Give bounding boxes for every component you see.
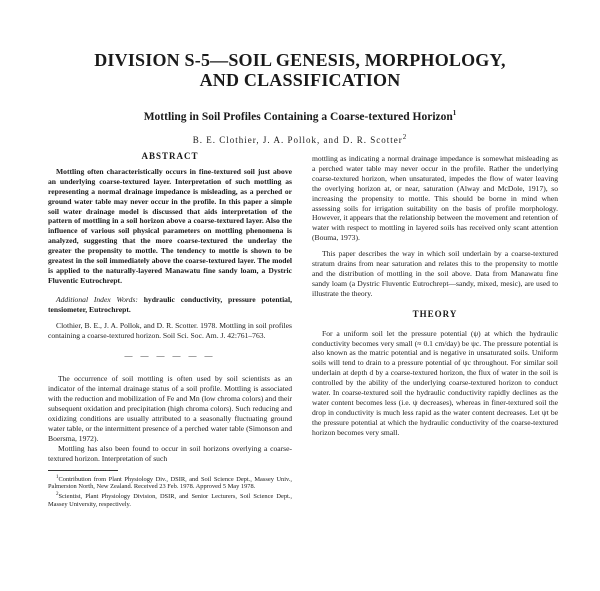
index-words-label: Additional Index Words: xyxy=(56,294,138,304)
index-words-list: hydraulic conductivity, pressure potential, tensiometer, Eutrochrept. xyxy=(48,294,292,314)
right-column xyxy=(312,154,558,438)
abstract-body xyxy=(48,167,292,286)
theory-paragraph: For a uniform soil let the pressure potential (ψ) at which the hydraulic conductivity becomes very small (≈ 0.1 cm/day) be ψc. The pressure potential is also known as the matric potential and is negative in unsaturated soils. Uniform soils will tend to drain to a pressure potential of ψc throughout. For similar soil underlain at depth d by a coarse-textured horizon, the flux of water in the soil is controlled by the ability of the underlying coarse-textured horizon to conduct water. In coarse-textured soil the hydraulic conductivity rapidly declines as the water content becomes less (i.e. ψ decreases), whereas in finer-textured soil the drop in conductivity is much less rapid as the water content decreases. Let ψt be the pressure potential at which the hydraulic conductivity of the coarse-textured horizon becomes very small. xyxy=(312,328,558,437)
footnotes xyxy=(48,474,292,509)
footnote-1 xyxy=(48,474,292,491)
body-paragraph-4: This paper describes the way in which soil underlain by a coarse-textured stratum drains from near saturation and relates this to the propensity to mottle and the distribution of mottling in the soil above. Data from Manawatu fine sandy loam (a Dystric Fluventic Eutrochrept—sandy, mixed, mesic), are used to illustrate the theory. xyxy=(312,249,558,298)
section-separator: — — — — — — xyxy=(124,351,216,361)
footnote-2 xyxy=(48,491,292,508)
footnote-2-text: Scientist, Plant Physiology Division, DSIR, and Senior Lecturers, Soil Science Dept., Massey University, respectively. xyxy=(48,493,292,508)
division-title xyxy=(60,50,540,90)
body-paragraph-1: The occurrence of soil mottling is often used by soil scientists as an indicator of the internal drainage status of a soil profile. Mottling is associated with the reduction and mobilization of Fe and Mn (low chroma colors) and their subsequent oxidation and precipitation (high chroma colors). Such reducing and oxidizing conditions are usually attributed to a seasonally fluctuating ground water table, or the intermittent presence of a perched water table (Simonson and Boersma, 1972). xyxy=(48,374,292,443)
left-column xyxy=(48,152,292,508)
article-title-footnote-marker: 1 xyxy=(452,109,457,117)
theory-heading: THEORY xyxy=(412,308,458,319)
body-paragraph-3: mottling as indicating a normal drainage impedance is somewhat misleading as a perched water table may never occur in the profile. Rather the underlying coarse-textured horizon, when unsaturated, impedes the flow of water leaving the overlying horizon at, or near, saturation (Alway and McDole, 1917), so increasing the propensity to mottle. This should be borne in mind when assessing soils for irrigation suitability on the basis of profile morphology. However, it appears that the relationship between the movement and retention of water with respect to mottling in layered soils has received only scant attention (Bouma, 1973). xyxy=(312,154,558,243)
footnote-1-text: Contribution from Plant Physiology Div., DSIR, and Soil Science Dept., Massey Univ., Palmerston North, New Zealand. Received 23 Feb. 1978. Approved 5 May 1978. xyxy=(48,475,292,491)
citation: Clothier, B. E., J. A. Pollok, and D. R. Scotter. 1978. Mottling in soil profiles containing a coarse-textured horizon. Soil Sci. Soc. Am. J. 42:761–763. xyxy=(48,320,292,340)
author-names: B. E. Clothier, J. A. Pollok, and D. R. Scotter xyxy=(192,135,403,145)
footnote-divider xyxy=(48,470,118,471)
theory-body-text xyxy=(312,329,558,438)
body-paragraph-2: Mottling has also been found to occur in soil horizons overlying a coarse-textured horizon. Interpretation of such xyxy=(48,443,292,463)
right-body-text xyxy=(312,154,558,299)
division-title-line-2: AND CLASSIFICATION xyxy=(199,70,401,90)
author-line xyxy=(60,131,540,146)
article-title-text: Mottling in Soil Profiles Containing a Coarse-textured Horizon xyxy=(143,110,453,123)
division-title-line-1: DIVISION S-5—SOIL GENESIS, MORPHOLOGY, xyxy=(94,50,506,70)
additional-index-words xyxy=(48,295,292,315)
abstract-paragraph: Mottling often characteristically occurs in fine-textured soil just above an underlying coarse-textured layer. Interpretation of such mottling as representing a normal drainage impedance is misleading, as a perched or ground water table may never occur in the profile. In this paper a simple soil water drainage model is discussed that aids interpretation of the pattern of mottling in a soil horizon above a coarse-textured layer. Also the influence of various soil physical parameters on mottling phenomena is analyzed, suggesting that the more coarse-textured the underlay the greater the propensity to mottle. The tendency to mottle is shown to be greatest in the soil immediately above the coarse-textured layer. The model is applied to the naturally-layered Manawatu fine sandy loam, a Dystric Fluventic Eutrochrept. xyxy=(48,166,292,285)
author-footnote-marker: 2 xyxy=(402,133,408,141)
article-title xyxy=(60,106,540,124)
left-body-text xyxy=(48,374,292,463)
abstract-heading: ABSTRACT xyxy=(141,151,199,161)
footnote-2-marker: 2 xyxy=(56,491,59,497)
footnote-1-marker: 1 xyxy=(56,474,59,480)
